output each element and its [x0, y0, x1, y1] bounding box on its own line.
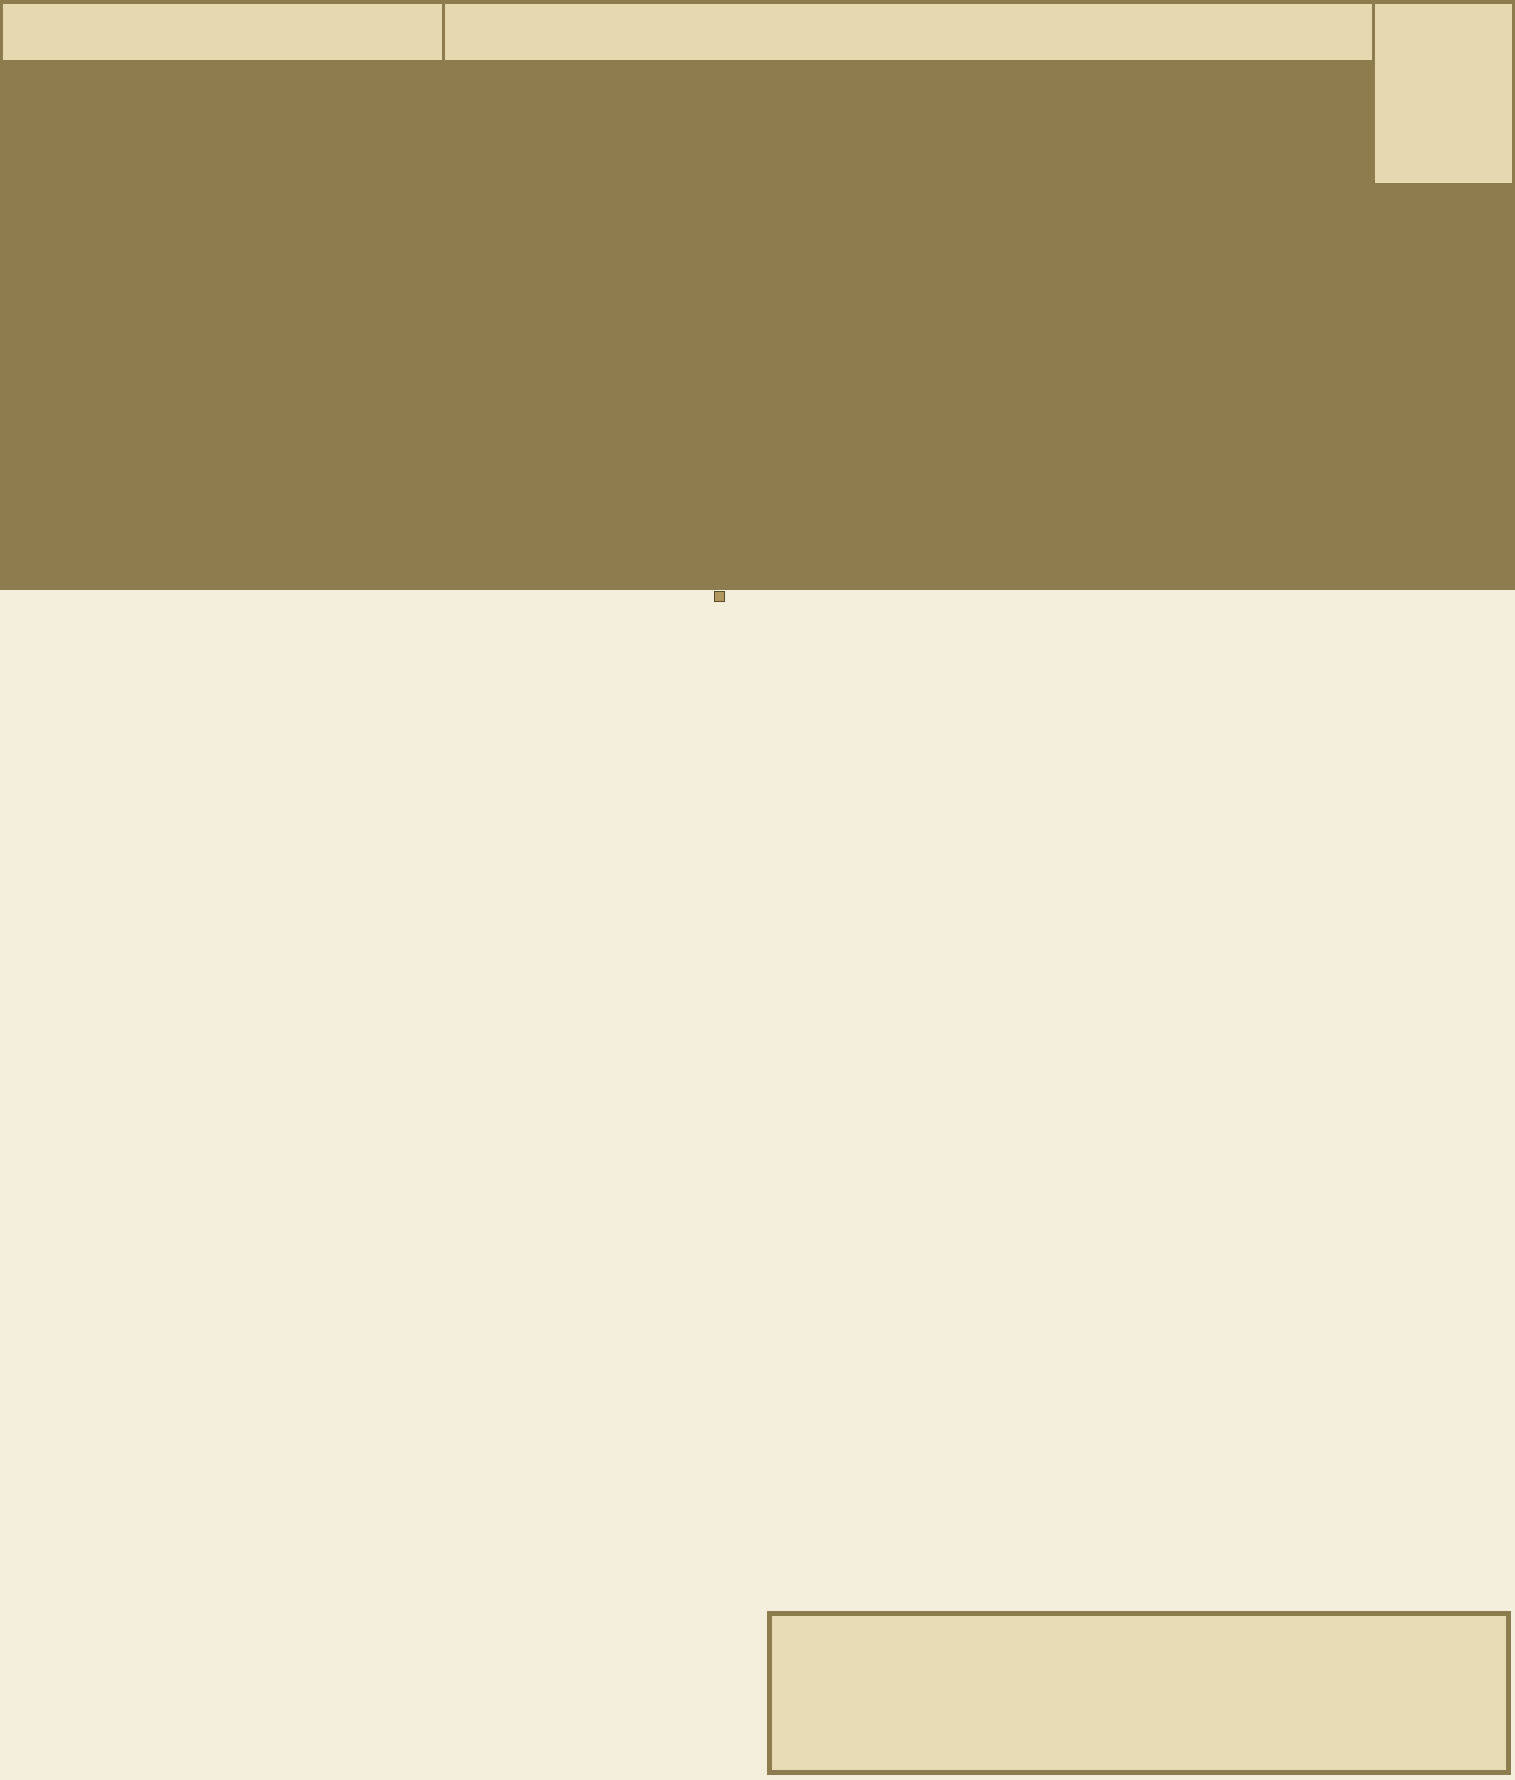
- main-title: [445, 4, 1372, 60]
- legend-inner: [772, 1616, 1506, 1770]
- recurve-header: [1375, 4, 1512, 183]
- compound-header: [3, 4, 442, 60]
- legend: [767, 1611, 1511, 1775]
- shade-swatch: [714, 591, 725, 602]
- shade-note: [714, 591, 730, 602]
- arrow-length-chart: [0, 0, 1515, 590]
